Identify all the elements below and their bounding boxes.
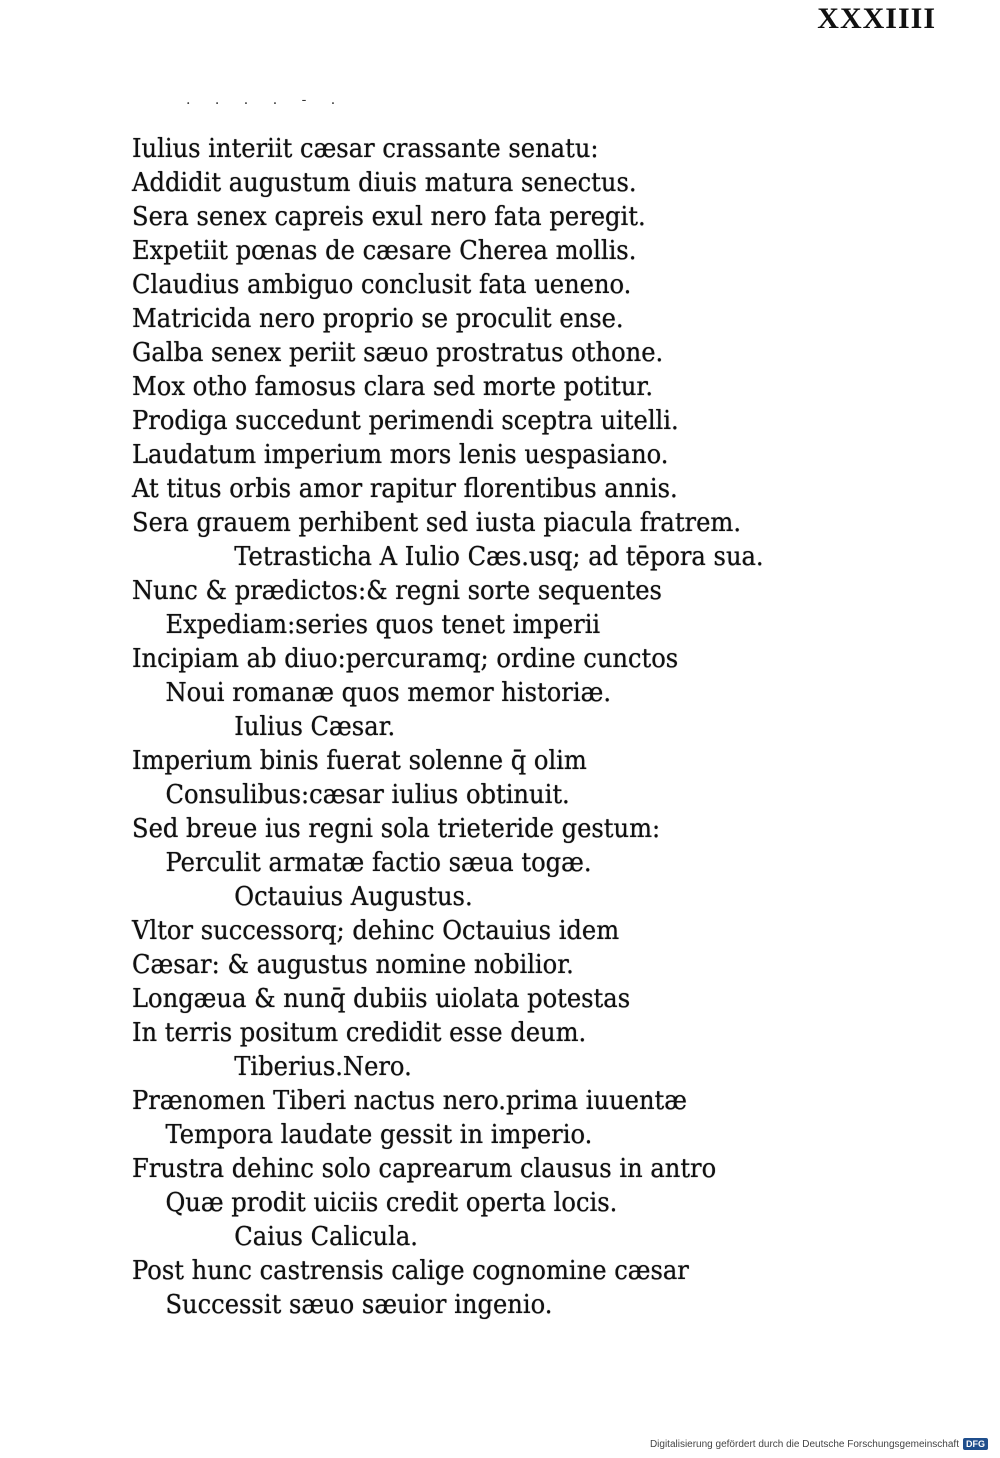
print-specks: . . . . - . [186, 92, 346, 108]
verse-line: Sed breue ius regni sola trieteride gestum: [132, 814, 661, 844]
verse-line: Addidit augustum diuis matura senectus. [132, 168, 637, 198]
verse-line: Galba senex periit sæuo prostratus othone. [132, 338, 664, 368]
verse-line: Claudius ambiguo conclusit fata ueneno. [132, 270, 632, 300]
heading-line: Iulius Cæsar. [234, 712, 396, 742]
verse-line: Expetiit pœnas de cæsare Cherea mollis. [132, 236, 637, 266]
verse-line: Matricida nero proprio se proculit ense. [132, 304, 624, 334]
verse-line: Cæsar: & augustus nomine nobilior. [132, 950, 574, 980]
verse-line: Sera grauem perhibent sed iusta piacula fratrem. [132, 508, 742, 538]
heading-line: Octauius Augustus. [234, 882, 473, 912]
verse-line: Perculit armatæ factio sæua togæ. [165, 848, 592, 878]
verse-line: Prænomen Tiberi nactus nero.prima iuuentæ [132, 1086, 688, 1116]
verse-line: Laudatum imperium mors lenis uespasiano. [132, 440, 669, 470]
heading-line: Tiberius.Nero. [234, 1052, 412, 1082]
verse-line: Incipiam ab diuo:percuramq; ordine cunctos [132, 644, 679, 674]
verse-line: Nunc & prædictos:& regni sorte sequentes [132, 576, 662, 606]
verse-line: Quæ prodit uiciis credit operta locis. [165, 1188, 618, 1218]
verse-line: Longæua & nunq̄ dubiis uiolata potestas [132, 984, 631, 1014]
verse-line: In terris positum credidit esse deum. [132, 1018, 587, 1048]
verse-line: Iulius interiit cæsar crassante senatu: [132, 134, 599, 164]
dfg-logo-icon: DFG [963, 1438, 988, 1450]
verse-line: Sera senex capreis exul nero fata peregit. [132, 202, 646, 232]
footer-credit [650, 1438, 988, 1450]
verse-line: Consulibus:cæsar iulius obtinuit. [165, 780, 570, 810]
footer-text: Digitalisierung gefördert durch die Deutsche Forschungsgemeinschaft [649, 1438, 959, 1450]
verse-line: Mox otho famosus clara sed morte potitur. [132, 372, 654, 402]
verse-line: Successit sæuo sæuior ingenio. [165, 1290, 553, 1320]
verse-line: Noui romanæ quos memor historiæ. [165, 678, 612, 708]
verse-line: Expediam:series quos tenet imperii [165, 610, 601, 640]
verse-line: Post hunc castrensis calige cognomine cæsar [132, 1256, 689, 1286]
verse-line: Prodiga succedunt perimendi sceptra uitelli. [132, 406, 679, 436]
folio-number: XXXIIII [817, 2, 936, 35]
verse-line: Imperium binis fuerat solenne q̄ olim [132, 746, 587, 776]
verse-line: Frustra dehinc solo caprearum clausus in antro [132, 1154, 717, 1184]
heading-line: Caius Calicula. [234, 1222, 418, 1252]
verse-line: At titus orbis amor rapitur florentibus annis. [132, 474, 678, 504]
heading-line: Tetrasticha A Iulio Cæs.usq; ad tēpora sua. [234, 542, 764, 572]
verse-line: Vltor successorq; dehinc Octauius idem [132, 916, 620, 946]
verse-line: Tempora laudate gessit in imperio. [165, 1120, 593, 1150]
verse-text-block [132, 132, 832, 1322]
